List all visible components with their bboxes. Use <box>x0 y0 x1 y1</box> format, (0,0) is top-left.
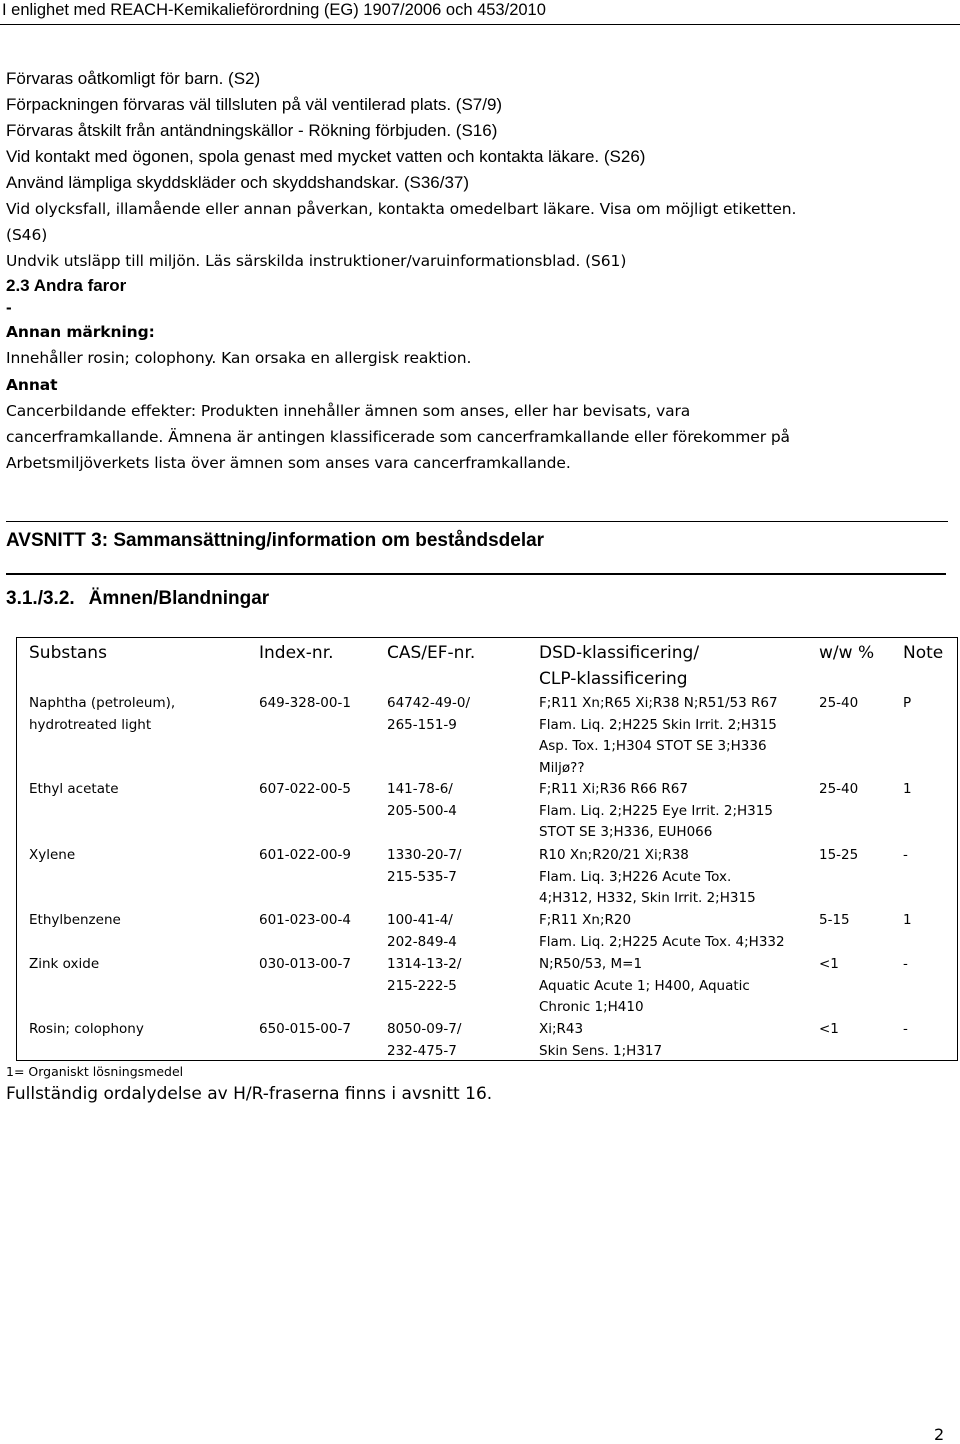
cell-substance: Rosin; colophony <box>29 1021 144 1037</box>
cas-line: 64742-49-0/ <box>387 695 471 711</box>
document-header <box>0 0 960 25</box>
classification-line: Xi;R43 <box>539 1021 584 1037</box>
cell-substance: Zink oxide <box>29 956 100 972</box>
cas-line: 100-41-4/ <box>387 912 453 928</box>
cell-index: 607-022-00-5 <box>259 781 351 797</box>
cell-ww: 15-25 <box>819 847 859 863</box>
classification-line: Chronic 1;H410 <box>539 999 644 1015</box>
classification-line: Flam. Liq. 2;H225 Acute Tox. 4;H332 <box>539 933 785 950</box>
classification-line: Flam. Liq. 2;H225 Eye Irrit. 2;H315 <box>539 802 773 819</box>
col-header-classification <box>539 640 699 692</box>
cell-index: 649-328-00-1 <box>259 695 351 711</box>
cell-classification <box>539 954 750 1019</box>
classification-line: R10 Xn;R20/21 Xi;R38 <box>539 847 689 863</box>
col-header-cas: CAS/EF-nr. <box>387 643 476 663</box>
classification-line: Flam. Liq. 2;H225 Skin Irrit. 2;H315 <box>539 716 777 733</box>
section-rule-top <box>6 521 948 522</box>
cas-line: 232-475-7 <box>387 1042 457 1059</box>
cas-line: 1314-13-2/ <box>387 956 462 972</box>
cell-ww: 25-40 <box>819 695 859 711</box>
cell-ww: <1 <box>819 956 839 972</box>
classification-line: Miljø?? <box>539 759 585 776</box>
subsection-title: Ämnen/Blandningar <box>88 588 270 609</box>
cell-index: 650-015-00-7 <box>259 1021 351 1037</box>
classification-line: STOT SE 3;H336, EUH066 <box>539 824 713 840</box>
substance-line: Naphtha (petroleum), <box>29 695 176 711</box>
annat-label: Annat <box>6 376 58 394</box>
col-header-index: Index-nr. <box>259 643 334 663</box>
cell-substance <box>29 693 175 736</box>
s-phrase: (S46) <box>6 226 48 244</box>
col-header-substans: Substans <box>29 643 107 663</box>
substance-line: hydrotreated light <box>29 716 152 733</box>
cell-classification <box>539 845 756 910</box>
cell-note: - <box>903 847 908 863</box>
s-phrase: Vid kontakt med ögonen, spola genast med mycket vatten och kontakta läkare. (S26) <box>6 147 646 166</box>
s-phrase: Förvaras åtskilt från antändningskällor - Rökning förbjuden. (S16) <box>6 121 498 140</box>
cas-line: 8050-09-7/ <box>387 1021 462 1037</box>
other-hazards-heading: 2.3 Andra faror <box>6 276 127 295</box>
cell-note: - <box>903 1021 908 1037</box>
subsection-number: 3.1./3.2. <box>6 588 75 609</box>
cell-substance: Ethylbenzene <box>29 912 121 928</box>
cell-cas <box>387 845 461 888</box>
cas-line: 265-151-9 <box>387 716 457 733</box>
cas-line: 141-78-6/ <box>387 781 453 797</box>
cell-classification <box>539 910 785 953</box>
classification-line: Skin Sens. 1;H317 <box>539 1042 663 1059</box>
classification-line: N;R50/53, M=1 <box>539 956 643 972</box>
cell-index: 030-013-00-7 <box>259 956 351 972</box>
cell-classification <box>539 693 778 779</box>
col-header-dsd: DSD-klassificering/ <box>539 643 700 663</box>
cell-index: 601-023-00-4 <box>259 912 351 928</box>
s-phrase: Förvaras oåtkomligt för barn. (S2) <box>6 69 261 88</box>
cell-ww: <1 <box>819 1021 839 1037</box>
col-header-ww: w/w % <box>819 643 875 663</box>
section-rule-bottom <box>6 573 946 575</box>
col-header-clp: CLP-klassificering <box>539 669 688 689</box>
cell-cas <box>387 954 461 997</box>
cell-classification <box>539 1019 662 1062</box>
cell-note: - <box>903 956 908 972</box>
page-number: 2 <box>934 1425 945 1444</box>
section3-title: AVSNITT 3: Sammansättning/information om beståndsdelar <box>6 530 545 551</box>
dash-marker: - <box>6 298 12 317</box>
cell-cas <box>387 1019 461 1062</box>
annat-text-line: Cancerbildande effekter: Produkten innehåller ämnen som anses, eller har bevisats, vara <box>6 402 691 420</box>
marking-text: Innehåller rosin; colophony. Kan orsaka en allergisk reaktion. <box>6 349 472 367</box>
cell-note: 1 <box>903 781 912 797</box>
composition-table <box>16 637 958 1061</box>
cell-classification <box>539 779 773 844</box>
table-footnote: 1= Organiskt lösningsmedel <box>6 1064 184 1079</box>
classification-line: F;R11 Xn;R65 Xi;R38 N;R51/53 R67 <box>539 695 778 711</box>
cell-note: P <box>903 695 912 711</box>
classification-line: Flam. Liq. 3;H226 Acute Tox. <box>539 868 732 885</box>
marking-label: Annan märkning: <box>6 323 155 341</box>
subsection-heading <box>6 588 269 610</box>
annat-text-line: Arbetsmiljöverkets lista över ämnen som anses vara cancerframkallande. <box>6 454 571 472</box>
cas-line: 215-222-5 <box>387 977 457 994</box>
cell-cas <box>387 779 457 822</box>
s-phrase: Undvik utsläpp till miljön. Läs särskilda instruktioner/varuinformationsblad. (S61) <box>6 252 627 270</box>
cell-note: 1 <box>903 912 912 928</box>
classification-line: Asp. Tox. 1;H304 STOT SE 3;H336 <box>539 738 767 754</box>
classification-line: F;R11 Xi;R36 R66 R67 <box>539 781 688 797</box>
cell-cas <box>387 910 457 953</box>
cas-line: 205-500-4 <box>387 802 457 819</box>
classification-line: 4;H312, H332, Skin Irrit. 2;H315 <box>539 890 756 906</box>
cas-line: 215-535-7 <box>387 868 457 885</box>
cell-index: 601-022-00-9 <box>259 847 351 863</box>
cell-substance: Xylene <box>29 847 76 863</box>
annat-text-line: cancerframkallande. Ämnena är antingen klassificerade som cancerframkallande eller förekommer på <box>6 428 790 446</box>
cell-cas <box>387 693 470 736</box>
classification-line: F;R11 Xn;R20 <box>539 912 632 928</box>
col-header-note: Note <box>903 643 944 663</box>
cell-ww: 25-40 <box>819 781 859 797</box>
cell-substance: Ethyl acetate <box>29 781 119 797</box>
classification-line: Aquatic Acute 1; H400, Aquatic <box>539 977 750 994</box>
cas-line: 1330-20-7/ <box>387 847 462 863</box>
cell-ww: 5-15 <box>819 912 850 928</box>
s-phrase: Vid olycksfall, illamående eller annan påverkan, kontakta omedelbart läkare. Visa om möjligt etiketten. <box>6 200 797 218</box>
s-phrase: Använd lämpliga skyddskläder och skyddshandskar. (S36/37) <box>6 173 470 192</box>
s-phrase: Förpackningen förvaras väl tillsluten på väl ventilerad plats. (S7/9) <box>6 95 503 114</box>
footer-note: Fullständig ordalydelse av H/R-fraserna finns i avsnitt 16. <box>6 1084 493 1104</box>
cas-line: 202-849-4 <box>387 933 457 950</box>
header-title: I enlighet med REACH-Kemikalieförordning (EG) 1907/2006 och 453/2010 <box>2 1 546 19</box>
